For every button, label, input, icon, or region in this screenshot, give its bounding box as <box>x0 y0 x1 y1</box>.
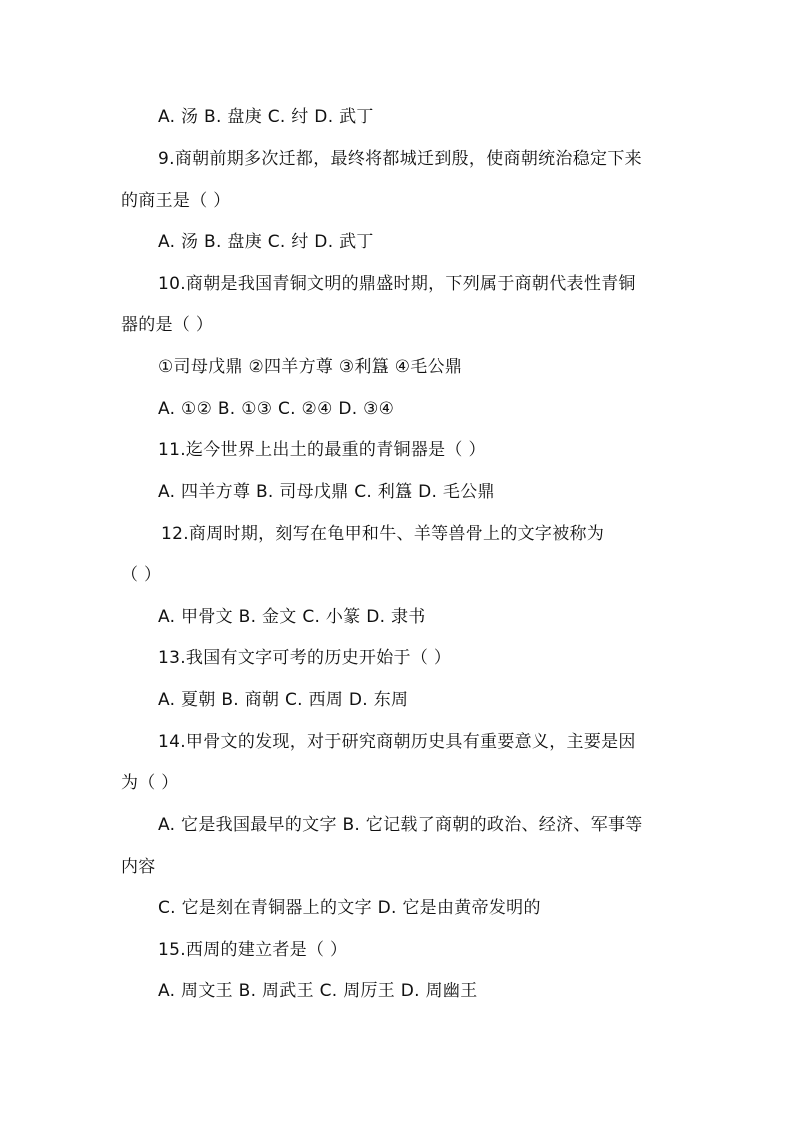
q15-stem: 15.西周的建立者是（ ） <box>158 940 348 960</box>
q10-items: ①司母戊鼎 ②四羊方尊 ③利簋 ④毛公鼎 <box>158 357 463 377</box>
q14-stem-line2: 为（ ） <box>121 773 179 793</box>
q11-stem: 11.迄今世界上出土的最重的青铜器是（ ） <box>158 440 486 460</box>
q13-options: A. 夏朝 B. 商朝 C. 西周 D. 东周 <box>158 690 409 710</box>
q10-stem-line1: 10.商朝是我国青铜文明的鼎盛时期，下列属于商朝代表性青铜 <box>158 274 636 294</box>
q15-options: A. 周文王 B. 周武王 C. 周厉王 D. 周幽王 <box>158 981 478 1001</box>
q12-stem-line1: 12.商周时期，刻写在龟甲和牛、羊等兽骨上的文字被称为 <box>161 524 605 544</box>
q10-options: A. ①② B. ①③ C. ②④ D. ③④ <box>158 399 395 419</box>
q14-options-line1: A. 它是我国最早的文字 B. 它记载了商朝的政治、经济、军事等 <box>158 815 643 835</box>
q14-options-line2: 内容 <box>121 857 156 877</box>
q8-options: A. 汤 B. 盘庚 C. 纣 D. 武丁 <box>158 107 374 127</box>
q12-options: A. 甲骨文 B. 金文 C. 小篆 D. 隶书 <box>158 607 426 627</box>
q10-stem-line2: 器的是（ ） <box>121 315 214 335</box>
q9-stem-line1: 9.商朝前期多次迁都，最终将都城迁到殷，使商朝统治稳定下来 <box>158 149 642 169</box>
q9-stem-line2: 的商王是（ ） <box>121 191 231 211</box>
q11-options: A. 四羊方尊 B. 司母戊鼎 C. 利簋 D. 毛公鼎 <box>158 482 495 502</box>
q12-stem-line2: （ ） <box>121 565 162 585</box>
q13-stem: 13.我国有文字可考的历史开始于（ ） <box>158 648 452 668</box>
q14-stem-line1: 14.甲骨文的发现，对于研究商朝历史具有重要意义，主要是因 <box>158 732 636 752</box>
q9-options: A. 汤 B. 盘庚 C. 纣 D. 武丁 <box>158 232 374 252</box>
q14-options-line3: C. 它是刻在青铜器上的文字 D. 它是由黄帝发明的 <box>158 898 541 918</box>
